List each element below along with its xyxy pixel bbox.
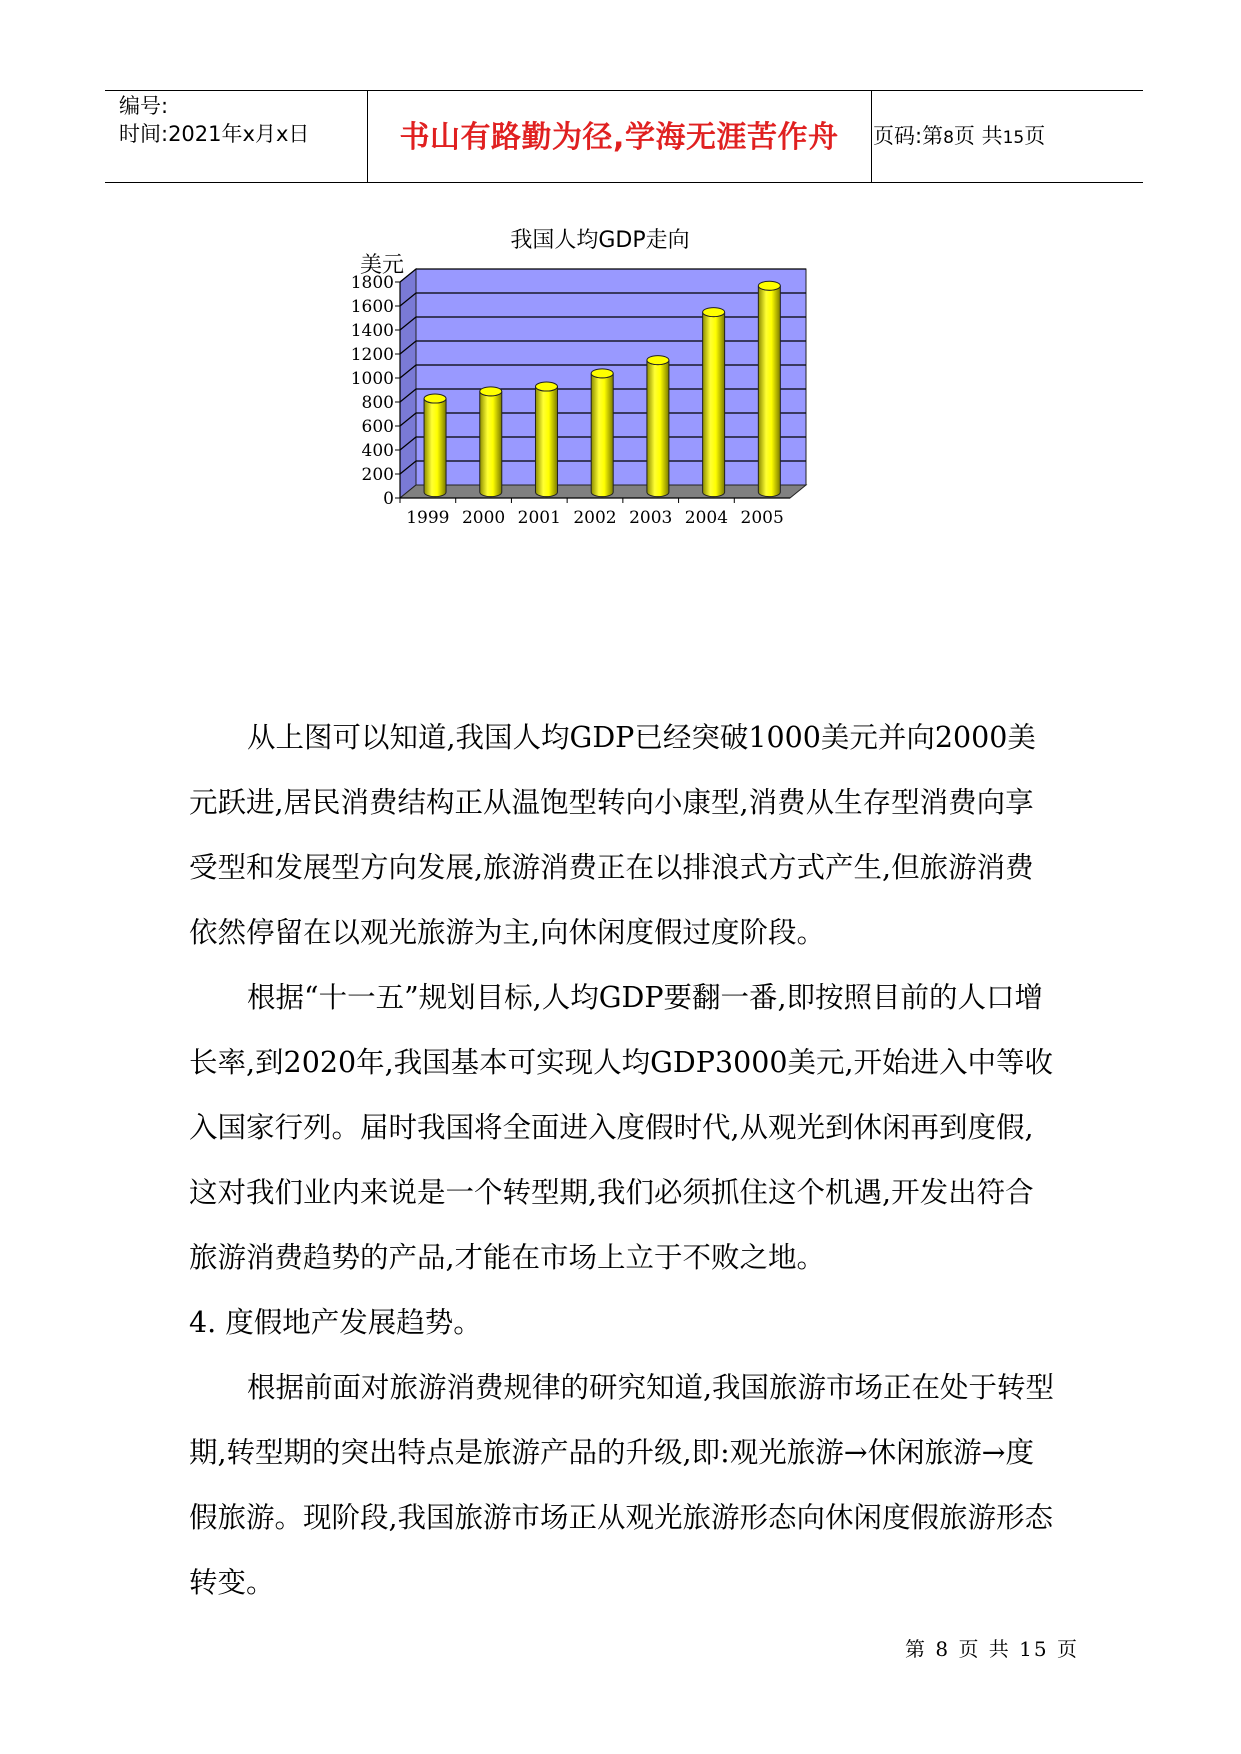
chart-bar	[535, 387, 557, 497]
chart-y-tick-label: 1400	[350, 321, 394, 341]
header-number-label: 编号:	[119, 94, 169, 118]
chart-y-tick-label: 400	[361, 441, 394, 461]
page-header	[105, 90, 1143, 182]
chart-bar-top	[758, 281, 780, 290]
chart-y-tick-label: 1200	[350, 345, 394, 365]
header-page-mid: 页 共	[953, 124, 1003, 148]
chart-bar	[591, 373, 613, 496]
chart-y-tick-label: 1800	[350, 273, 394, 293]
header-top-rule	[105, 90, 1143, 91]
chart-y-tick-label: 0	[383, 489, 394, 509]
header-bottom-rule	[105, 182, 1143, 183]
header-page-total: 15	[1002, 128, 1025, 148]
chart-y-axis-label: 美元	[360, 253, 405, 278]
chart-bar-top	[480, 387, 502, 396]
chart-bar-top	[647, 356, 669, 365]
chart-x-tick-label: 2001	[517, 508, 561, 528]
chart-x-tick-label: 1999	[406, 508, 450, 528]
chart-y-tick-label: 1600	[350, 297, 394, 317]
chart-y-tick-label: 800	[361, 393, 394, 413]
page-footer: 第 8 页 共 15 页	[905, 1637, 1079, 1661]
paragraph-gdp-analysis: 从上图可以知道,我国人均GDP已经突破1000美元并向2000美元跃进,居民消费结构正从温饱型转向小康型,消费从生存型消费向享受型和发展型方向发展,旅游消费正在以排浪式方式产生,但旅游消费依然停留在以观光旅游为主,向休闲度假过度阶段。	[189, 721, 1036, 949]
header-page-prefix: 页码:第	[873, 124, 944, 148]
header-meta	[119, 92, 309, 148]
chart-bar-top	[703, 308, 725, 317]
gdp-bar-chart	[350, 215, 920, 615]
header-divider-left	[367, 90, 368, 182]
header-date-label: 时间:2021年x月x日	[119, 122, 310, 146]
chart-bar	[647, 360, 669, 497]
chart-x-tick-label: 2005	[740, 508, 784, 528]
chart-plot-area	[351, 269, 806, 528]
chart-y-tick-label: 1000	[350, 369, 394, 389]
chart-bar-top	[591, 369, 613, 378]
chart-bar-top	[535, 382, 557, 391]
chart-bar	[758, 286, 780, 497]
header-motto: 书山有路勤为径,学海无涯苦作舟	[399, 120, 839, 155]
header-page-number: 8	[943, 128, 954, 148]
body-text	[189, 705, 1059, 1615]
chart-x-tick-label: 2004	[684, 508, 729, 528]
chart-x-tick-label: 2003	[629, 508, 673, 528]
paragraph-market-transition: 根据前面对旅游消费规律的研究知道,我国旅游市场正在处于转型期,转型期的突出特点是旅游产品的升级,即:观光旅游→休闲旅游→度假旅游。现阶段,我国旅游市场正从观光旅游形态向休闲度假旅游形态转变。	[189, 1371, 1055, 1599]
chart-bar-top	[424, 394, 446, 403]
header-page-suffix: 页	[1024, 124, 1046, 148]
chart-x-tick-label: 2002	[573, 508, 617, 528]
chart-y-tick-label: 600	[361, 417, 394, 437]
chart-bar	[480, 391, 502, 496]
paragraph-five-year-plan: 根据“十一五”规划目标,人均GDP要翻一番,即按照目前的人口增长率,到2020年,我国基本可实现人均GDP3000美元,开始进入中等收入国家行列。届时我国将全面进入度假时代,从观光到休闲再到度假,这对我们业内来说是一个转型期,我们必须抓住这个机遇,开发出符合旅游消费趋势的产品,才能在市场上立于不败之地。	[189, 981, 1054, 1274]
section-heading: 4. 度假地产发展趋势。	[189, 1306, 482, 1339]
chart-title: 我国人均GDP走向	[510, 228, 690, 253]
chart-bar	[703, 312, 725, 497]
header-page-info	[873, 120, 1045, 150]
chart-bar	[424, 399, 446, 497]
chart-x-tick-label: 2000	[461, 508, 506, 528]
chart-y-tick-label: 200	[361, 465, 394, 485]
header-divider-right	[871, 90, 872, 182]
